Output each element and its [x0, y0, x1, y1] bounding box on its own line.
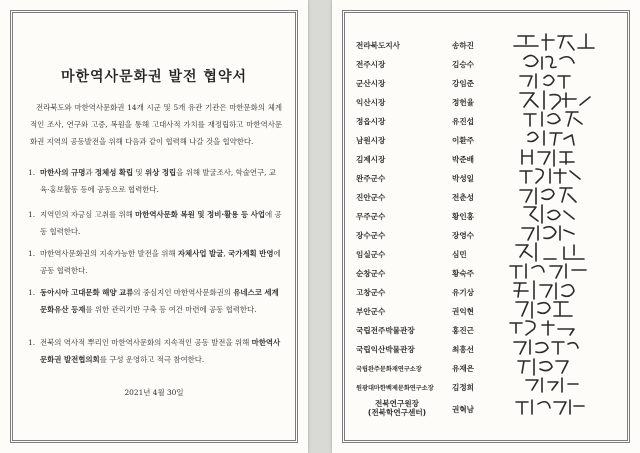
signatory-name: 유재은 [452, 364, 475, 373]
signatory-name: 유진섭 [452, 117, 475, 126]
signatory-title: 진안군수 [356, 193, 386, 202]
signatory-title: 무주군수 [356, 212, 386, 221]
article-3: 1. 마한역사문화권의 지속가능한 발전을 위해 자체사업 발굴, 국가계획 반영에 공동 협력한다. [28, 249, 281, 275]
signatory-name: 최흥선 [452, 345, 475, 354]
article-4: 1. 동아시아 고대문화 해양 교류의 중심지인 마한역사문화권의 유네스코 세계문화유산 등재를 위한 관리기반 구축 등 여건 마련에 공동 협력한다. [28, 288, 279, 314]
signatory-name: 장영수 [452, 231, 475, 240]
signatory-title: 전라북도지사 [356, 41, 401, 50]
signatory-title: 전주시장 [356, 60, 386, 69]
signatory-title: 국립전주박물관장 [356, 326, 415, 335]
signatory-name: 김정희 [452, 383, 475, 392]
signature-page [332, 0, 640, 453]
signatory-name: 송하진 [452, 41, 475, 50]
signatory-name: 이환주 [452, 136, 475, 145]
article-5: 1. 전북의 역사적 뿌리인 마한역사문화의 지속적인 공동 발전을 위해 마한역사문화권 발전협의회를 구성 운영하고 적극 참여한다. [28, 338, 281, 364]
signatory-row [356, 400, 616, 418]
signatory-title: 원광대마한백제문화연구소장 [356, 385, 434, 392]
signatory-name: 강임준 [452, 79, 475, 88]
signatory-title: 국립완주문화재연구소장 [356, 366, 422, 373]
signatory-name: 박성일 [452, 174, 475, 183]
signatory-title: 고창군수 [356, 288, 386, 297]
signatory-name: 김승수 [452, 60, 475, 69]
signatory-name: 정헌율 [452, 98, 475, 107]
article-2: 1. 지역민의 자긍심 고취를 위해 마한역사문화 복원 및 정비·활용 등 사업에 공동 협력한다. [28, 210, 282, 236]
signatory-title: 완주군수 [356, 174, 386, 183]
signatory-title: 익산시장 [356, 98, 386, 107]
signatory-name: 전춘성 [452, 193, 475, 202]
signatory-name: 황인홍 [452, 212, 475, 221]
signatory-name: 유기상 [452, 288, 475, 297]
signatory-title: 군산시장 [356, 79, 386, 88]
signatory-name: 박준배 [452, 155, 475, 164]
signatory-title: 전북연구원장 (전북학연구센터) [367, 399, 427, 417]
agreement-date: 2021년 4월 30일 [124, 388, 184, 397]
signatory-name: 황숙주 [452, 269, 475, 278]
signatory-name: 권혁남 [452, 405, 475, 414]
signatory-title: 임실군수 [356, 250, 386, 259]
signatory-name: 심민 [452, 250, 467, 259]
signatory-name: 권익현 [452, 307, 475, 316]
signatory-title: 김제시장 [356, 155, 386, 164]
article-1: 1. 마한사의 규명과 정체성 확립 및 위상 정립을 위해 발굴조사, 학술연구, 교육·홍보활동 등에 공동으로 협력한다. [28, 168, 276, 194]
agreement-page [0, 0, 308, 453]
signatory-title: 정읍시장 [356, 117, 386, 126]
signatory-title: 장수군수 [356, 231, 386, 240]
signatory-title: 순창군수 [356, 269, 386, 278]
agreement-title: 마한역사문화권 발전 협약서 [60, 69, 248, 85]
signatory-title: 국립익산박물관장 [356, 345, 415, 354]
signatory-name: 홍진근 [452, 326, 475, 335]
agreement-intro: 전라북도와 마한역사문화권 14개 시군 및 5개 유관 기관은 마한문화의 체계적인 조사, 연구와 고증, 복원을 통해 고대사적 가치를 재정립하고 마한역사문화권 지역의 공동발전을 위해 다음과 같이 협력해 나갈 것을 협약한다. [30, 103, 282, 146]
signatory-title: 부안군수 [356, 307, 386, 316]
handwritten-signature [494, 394, 614, 420]
signatory-title: 남원시장 [356, 136, 386, 145]
